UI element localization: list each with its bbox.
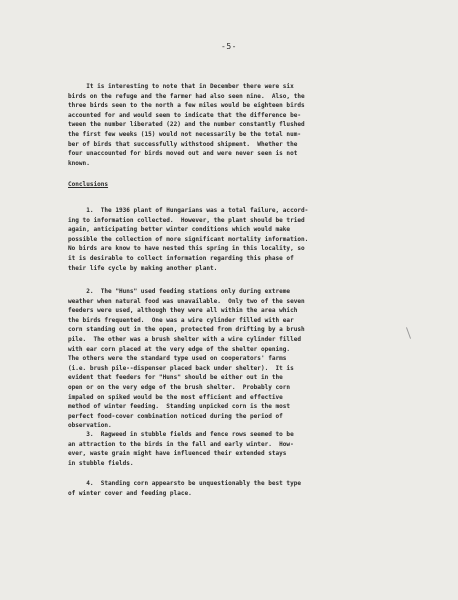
- conclusions-heading: Conclusions: [68, 181, 109, 188]
- page-number: -5-: [221, 42, 237, 51]
- intro-paragraph: It is interesting to note that in December there were six birds on the refuge and the farmer had also seen nine. Also, the three birds seen to the north a few miles would be eighteen birds accounted for and would seem to indicate that the difference be- tween the number liberated (22) and the number constantly flushed the first few weeks (15) would not necessarily be the total num- ber of birds that successfully withstood shipment. Whether the four unaccounted for birds moved out and were never seen is not known.: [68, 83, 305, 167]
- conclusion-paragraph-2: 2. The "Huns" used feeding stations only during extreme weather when natural food was unavailable. Only two of the seven feeders were used, although they were all within the area which the birds frequented. One was a wire cylinder filled with ear corn standing out in the open, protected from drifting by a brush pile. The other was a brush shelter with a wire cylinder filled with ear corn placed at the very edge of the shelter opening. The others were the standard type used on cooperators' farms (i.e. brush pile--dispenser placed back under shelter). It is evident that feeders for "Huns" should be either out in the open or on the very edge of the brush shelter. Probably corn impaled on spiked would be the most efficient and effective method of winter feeding. Standing unpicked corn is the most perfect food-cover combination noticed during the period of observation.: [68, 288, 305, 430]
- pencil-mark: [406, 327, 411, 339]
- conclusion-paragraph-3: 3. Ragweed in stubble fields and fence rows seemed to be an attraction to the birds in the fall and early winter. How- ever, waste grain might have influenced their extended stays in stubble fields.: [68, 431, 294, 467]
- conclusion-paragraph-1: 1. The 1936 plant of Hungarians was a total failure, accord- ing to information collected. However, the plant should be tried again, anticipating better winter conditions which would make possible the collection of more significant mortality information. No birds are know to have nested this spring in this locality, so it is desirable to collect information regarding this phase of their life cycle by making another plant.: [68, 207, 309, 272]
- conclusion-paragraph-4: 4. Standing corn appearsto be unquestionably the best type of winter cover and feeding place.: [68, 480, 301, 497]
